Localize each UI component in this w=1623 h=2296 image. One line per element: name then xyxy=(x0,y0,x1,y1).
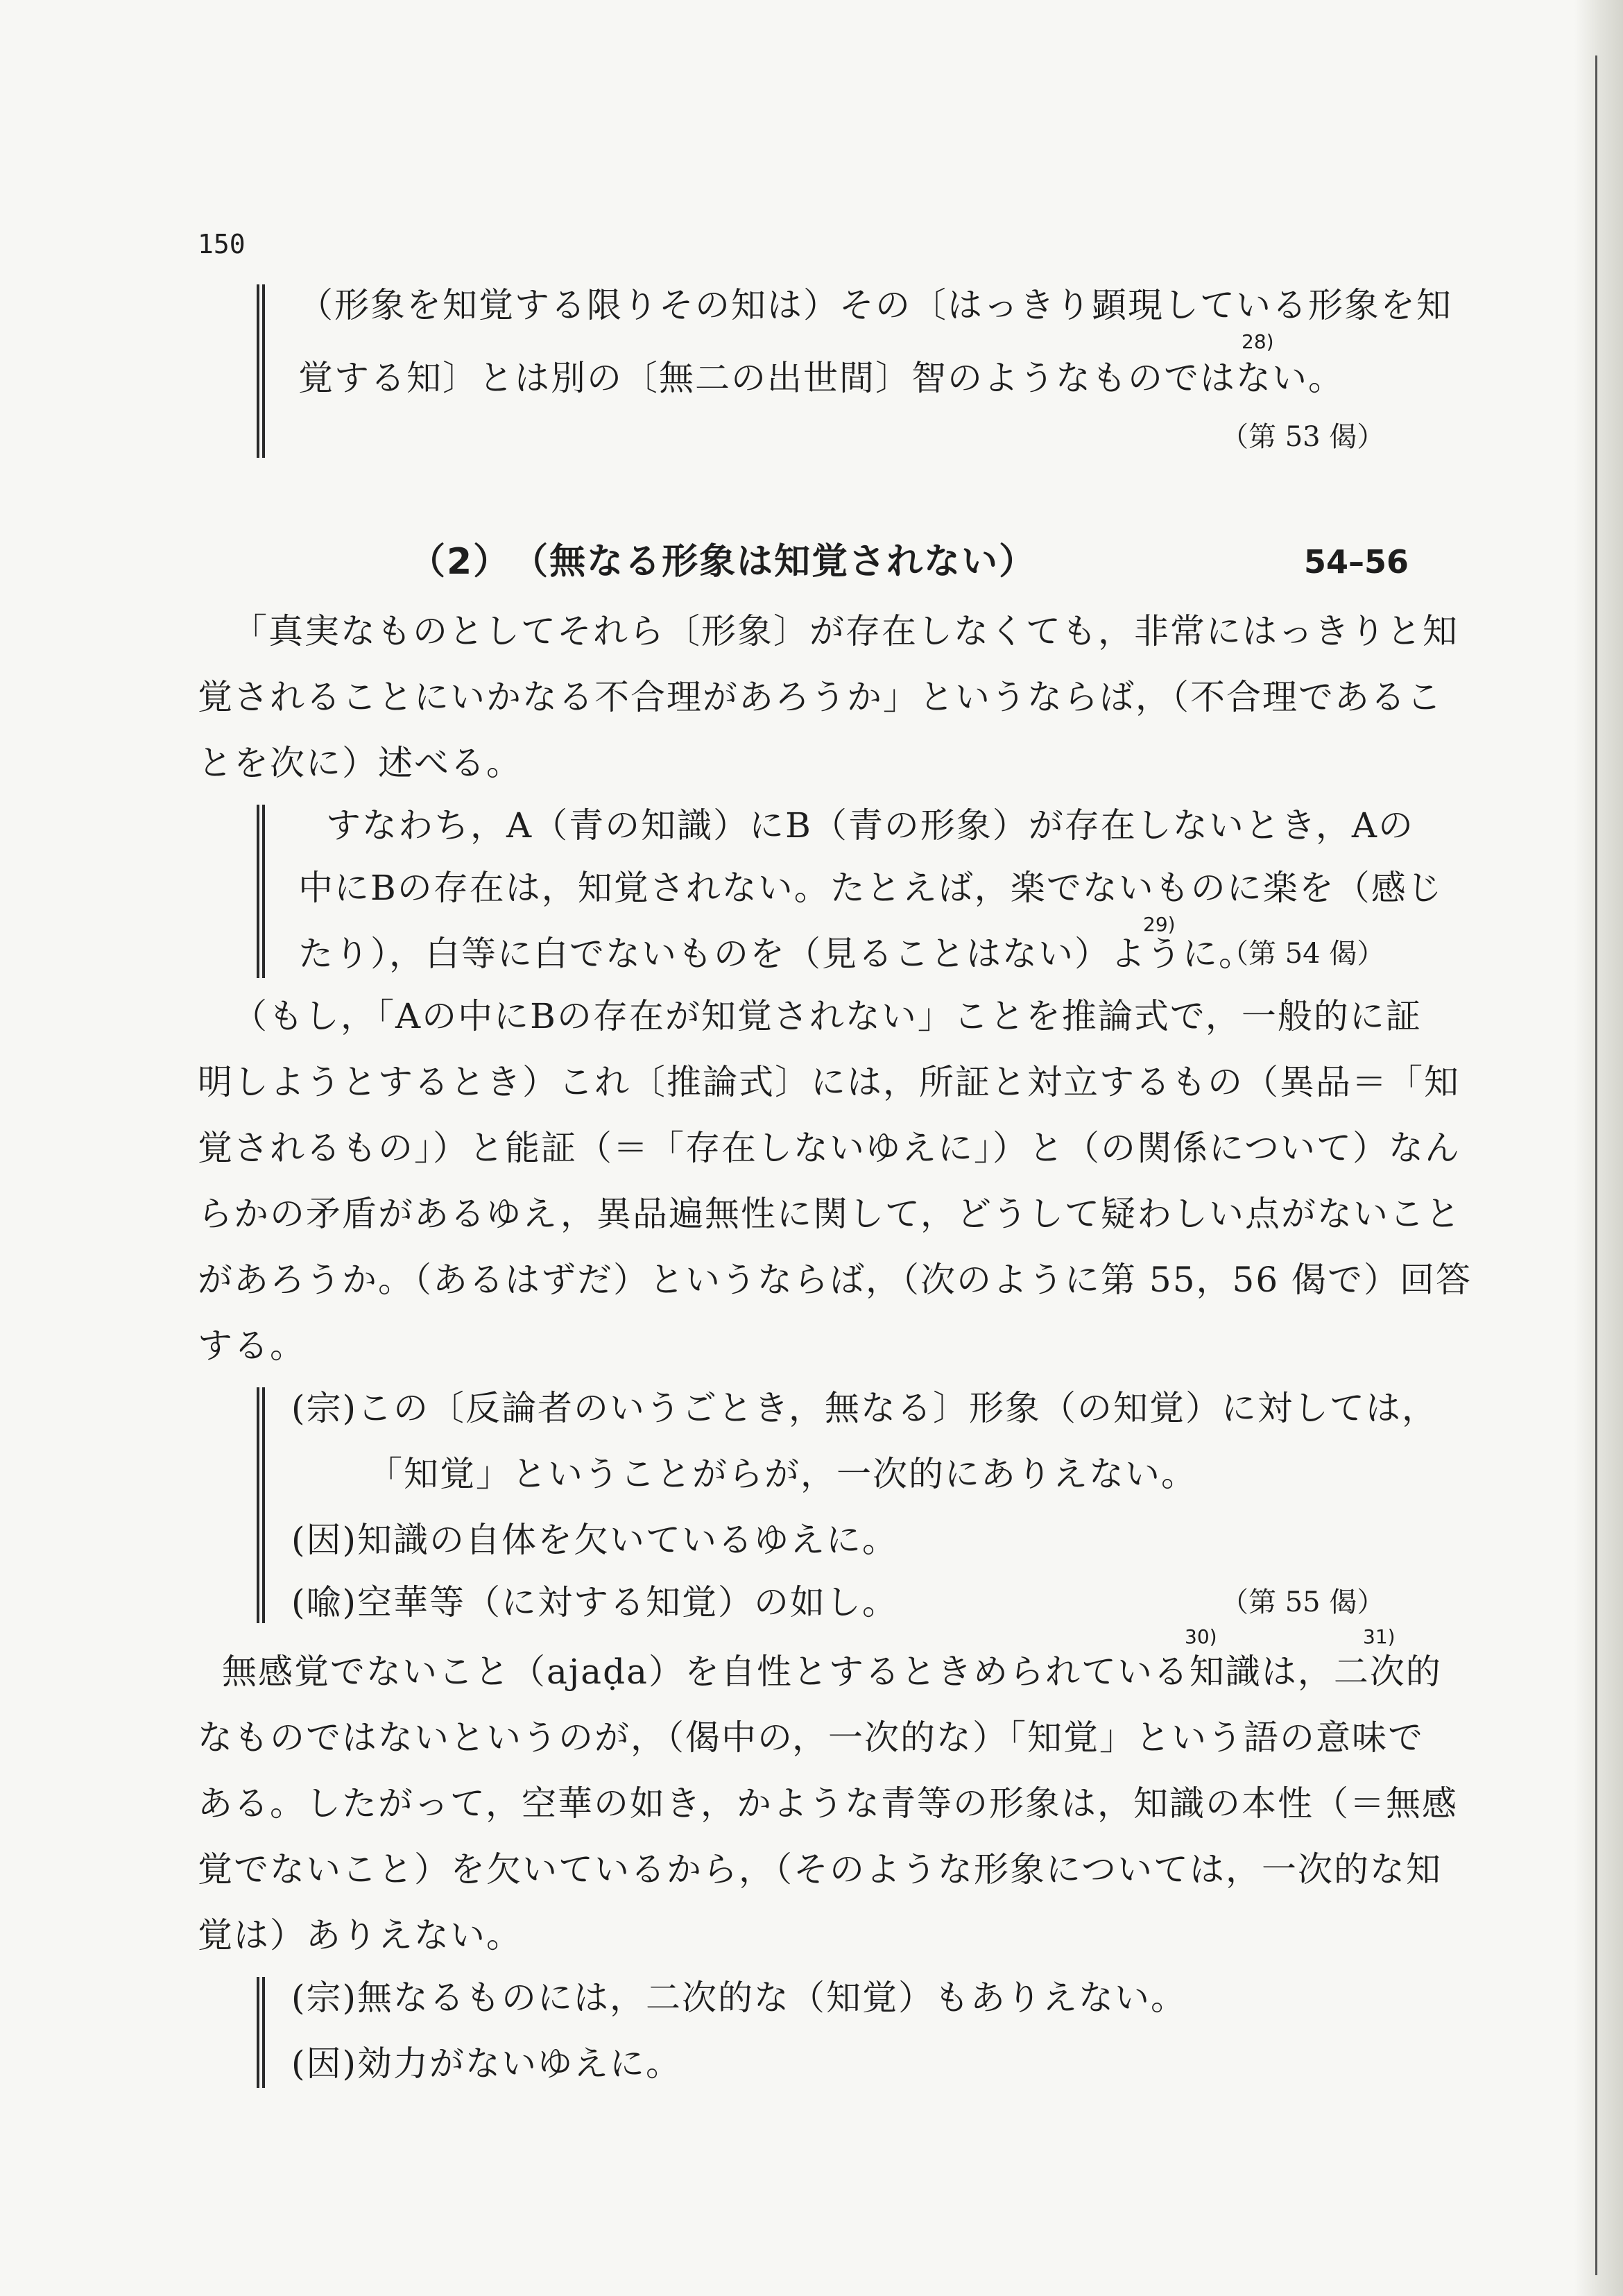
scan-edge-shadow xyxy=(1574,0,1623,2296)
para3-line-1: 無感覚でないこと（ajaḍa）を自性とするときめられている知識は，二次的 xyxy=(222,1652,1442,1692)
block3-line-1: (宗)この〔反論者のいうごとき，無なる〕形象（の知覚）に対しては， xyxy=(291,1388,1439,1428)
block3-line-3: (因)知識の自体を欠いているゆえに。 xyxy=(291,1520,899,1560)
verse-number-54: （第 54 偈） xyxy=(1221,938,1385,970)
para2-line-3: 覚されるもの」）と能証（＝「存在しないゆえに」）と（の関係について）なん xyxy=(198,1128,1461,1168)
section-title: （2） （無なる形象は知覚されない） xyxy=(409,541,1037,583)
verse-number-55: （第 55 偈） xyxy=(1221,1586,1385,1618)
para2-line-6: する。 xyxy=(198,1326,306,1366)
para3-line-4: 覚でないこと）を欠いているから，（そのような形象については，一次的な知 xyxy=(198,1849,1442,1890)
para3-line-5: 覚は）ありえない。 xyxy=(198,1915,522,1955)
block3-line-2: 「知覚」ということがらが，一次的にありえない。 xyxy=(368,1454,1197,1494)
footnote-ref-29: 29) xyxy=(1143,913,1176,936)
para2-line-5: があろうか。（あるはずだ）というならば，（次のように第 55，56 偈で）回答 xyxy=(198,1260,1472,1300)
block4-line-1: (宗)無なるものには，二次的な（知覚）もありえない。 xyxy=(291,1978,1187,2018)
section-verse-range: 54–56 xyxy=(1304,543,1409,581)
quote-bar xyxy=(257,284,265,458)
block3-line-4: (喩)空華等（に対する知覚）の如し。 xyxy=(291,1582,899,1622)
para2-line-4: らかの矛盾があるゆえ，異品遍無性に関して，どうして疑わしい点がないこと xyxy=(198,1194,1461,1234)
verse-number-53: （第 53 偈） xyxy=(1221,421,1385,453)
para1-line-1: 「真実なものとしてそれら〔形象〕が存在しなくても，非常にはっきりと知 xyxy=(232,611,1459,651)
block1-line-2: 覚する知〕とは別の〔無二の出世間〕智のようなものではない。 xyxy=(298,358,1344,398)
block2-line-1: すなわち，A（青の知識）にB（青の形象）が存在しないとき，Aの xyxy=(326,805,1414,846)
para2-line-2: 明しようとするとき）これ〔推論式〕には，所証と対立するもの（異品＝「知 xyxy=(198,1062,1460,1102)
block4-line-2: (因)効力がないゆえに。 xyxy=(291,2044,682,2084)
para2-line-1: （もし，「Aの中にBの存在が知覚されない」ことを推論式で，一般的に証 xyxy=(232,996,1422,1036)
page-number: 150 xyxy=(198,229,246,259)
block2-line-2: 中にBの存在は，知覚されない。たとえば，楽でないものに楽を（感じ xyxy=(298,868,1443,908)
para3-line-2: なものではないというのが，（偈中の，一次的な）「知覚」という語の意味で xyxy=(198,1717,1424,1758)
footnote-ref-30: 30) xyxy=(1185,1625,1217,1648)
para1-line-3: とを次に）述べる。 xyxy=(198,743,522,783)
quote-bar xyxy=(257,1977,265,2088)
para3-line-3: ある。したがって，空華の如き，かような青等の形象は，知識の本性（＝無感 xyxy=(198,1783,1458,1824)
para1-line-2: 覚されることにいかなる不合理があろうか」というならば，（不合理であるこ xyxy=(198,677,1443,717)
quote-bar xyxy=(257,1387,265,1623)
quote-bar xyxy=(257,805,265,978)
block2-line-3: たり），白等に白でないものを（見ることはない）ように。 xyxy=(298,934,1255,974)
block1-line-1: （形象を知覚する限りその知は）その〔はっきり顕現している形象を知 xyxy=(298,285,1452,325)
footnote-ref-31: 31) xyxy=(1363,1625,1396,1648)
page-edge-line xyxy=(1595,55,1597,2275)
footnote-ref-28: 28) xyxy=(1242,330,1274,353)
